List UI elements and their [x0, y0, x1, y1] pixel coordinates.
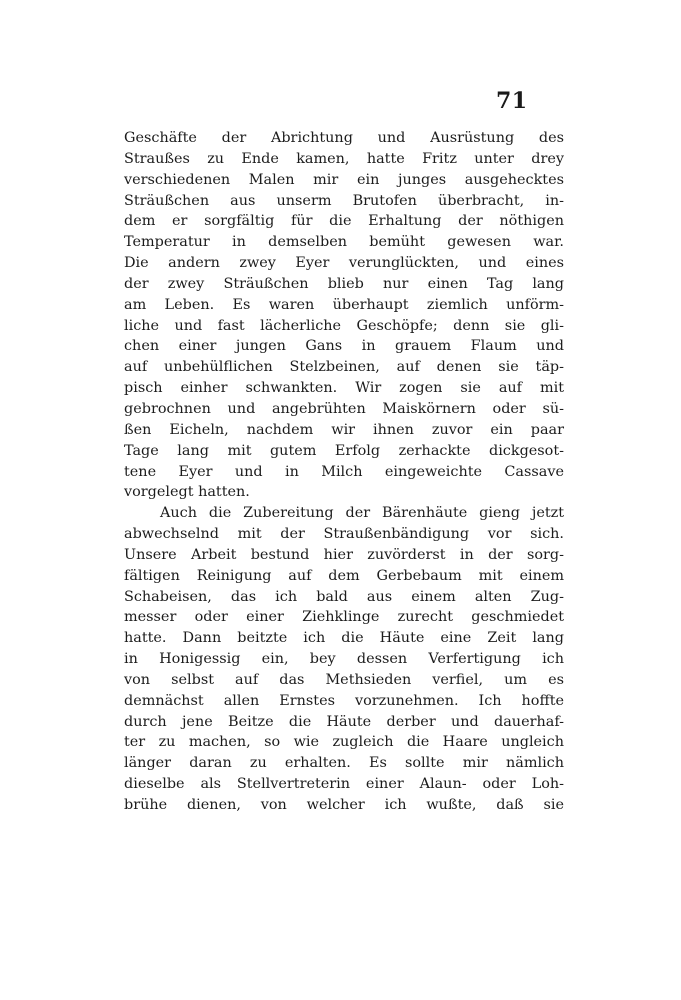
text-line: Die andern zwey Eyer verunglückten, und eines: [124, 255, 564, 272]
text-line: dieselbe als Stellvertreterin einer Alaun- oder Loh-: [124, 776, 564, 793]
paragraph-2: [124, 503, 564, 816]
text-line: tene Eyer und in Milch eingeweichte Cassave: [124, 463, 564, 480]
paragraph-1: [124, 128, 564, 503]
text-line: länger daran zu erhalten. Es sollte mir nämlich: [124, 755, 564, 772]
text-line: am Leben. Es waren überhaupt ziemlich unförm-: [124, 296, 564, 313]
text-line: Sträußchen aus unserm Brutofen überbracht, in-: [124, 192, 564, 209]
text-line: vorgelegt hatten.: [124, 484, 250, 501]
page-number: 71: [496, 88, 528, 114]
text-line: verschiedenen Malen mir ein junges ausgehecktes: [124, 171, 564, 188]
text-line: dem er sorgfältig für die Erhaltung der nöthigen: [124, 213, 564, 230]
text-line: ter zu machen, so wie zugleich die Haare ungleich: [124, 734, 564, 751]
text-line: Geschäfte der Abrichtung und Ausrüstung des: [124, 130, 564, 146]
text-line: Temperatur in demselben bemüht gewesen war.: [124, 234, 564, 251]
text-line: abwechselnd mit der Straußenbändigung vor sich.: [124, 526, 564, 543]
text-line: fältigen Reinigung auf dem Gerbebaum mit einem: [124, 567, 564, 584]
text-line: liche und fast lächerliche Geschöpfe; denn sie gli-: [124, 317, 564, 334]
text-line: pisch einher schwankten. Wir zogen sie auf mit: [124, 380, 564, 397]
text-line: brühe dienen, von welcher ich wußte, daß sie: [124, 797, 564, 813]
text-line: Schabeisen, das ich bald aus einem alten Zug-: [124, 588, 564, 605]
text-line: Straußes zu Ende kamen, hatte Fritz unter drey: [124, 150, 564, 167]
text-line: von selbst auf das Methsieden verfiel, um es: [124, 671, 564, 688]
text-line: Tage lang mit gutem Erfolg zerhackte dickgesot-: [124, 442, 564, 459]
text-line: ßen Eicheln, nachdem wir ihnen zuvor ein paar: [124, 421, 564, 438]
text-line: hatte. Dann beitzte ich die Häute eine Zeit lang: [124, 630, 564, 647]
text-line: chen einer jungen Gans in grauem Flaum und: [124, 338, 564, 355]
text-line: auf unbehülflichen Stelzbeinen, auf denen sie täp-: [124, 359, 564, 376]
text-line: Auch die Zubereitung der Bärenhäute gieng jetzt: [160, 505, 564, 522]
text-line: in Honigessig ein, bey dessen Verfertigung ich: [124, 651, 564, 668]
text-line: durch jene Beitze die Häute derber und dauerhaf-: [124, 713, 564, 730]
text-line: gebrochnen und angebrühten Maiskörnern oder sü-: [124, 400, 564, 417]
text-line: der zwey Sträußchen blieb nur einen Tag lang: [124, 275, 564, 292]
text-line: demnächst allen Ernstes vorzunehmen. Ich hoffte: [124, 692, 564, 709]
body-text: [124, 128, 564, 816]
text-line: Unsere Arbeit bestund hier zuvörderst in der sorg-: [124, 546, 564, 563]
text-line: messer oder einer Ziehklinge zurecht geschmiedet: [124, 609, 564, 626]
